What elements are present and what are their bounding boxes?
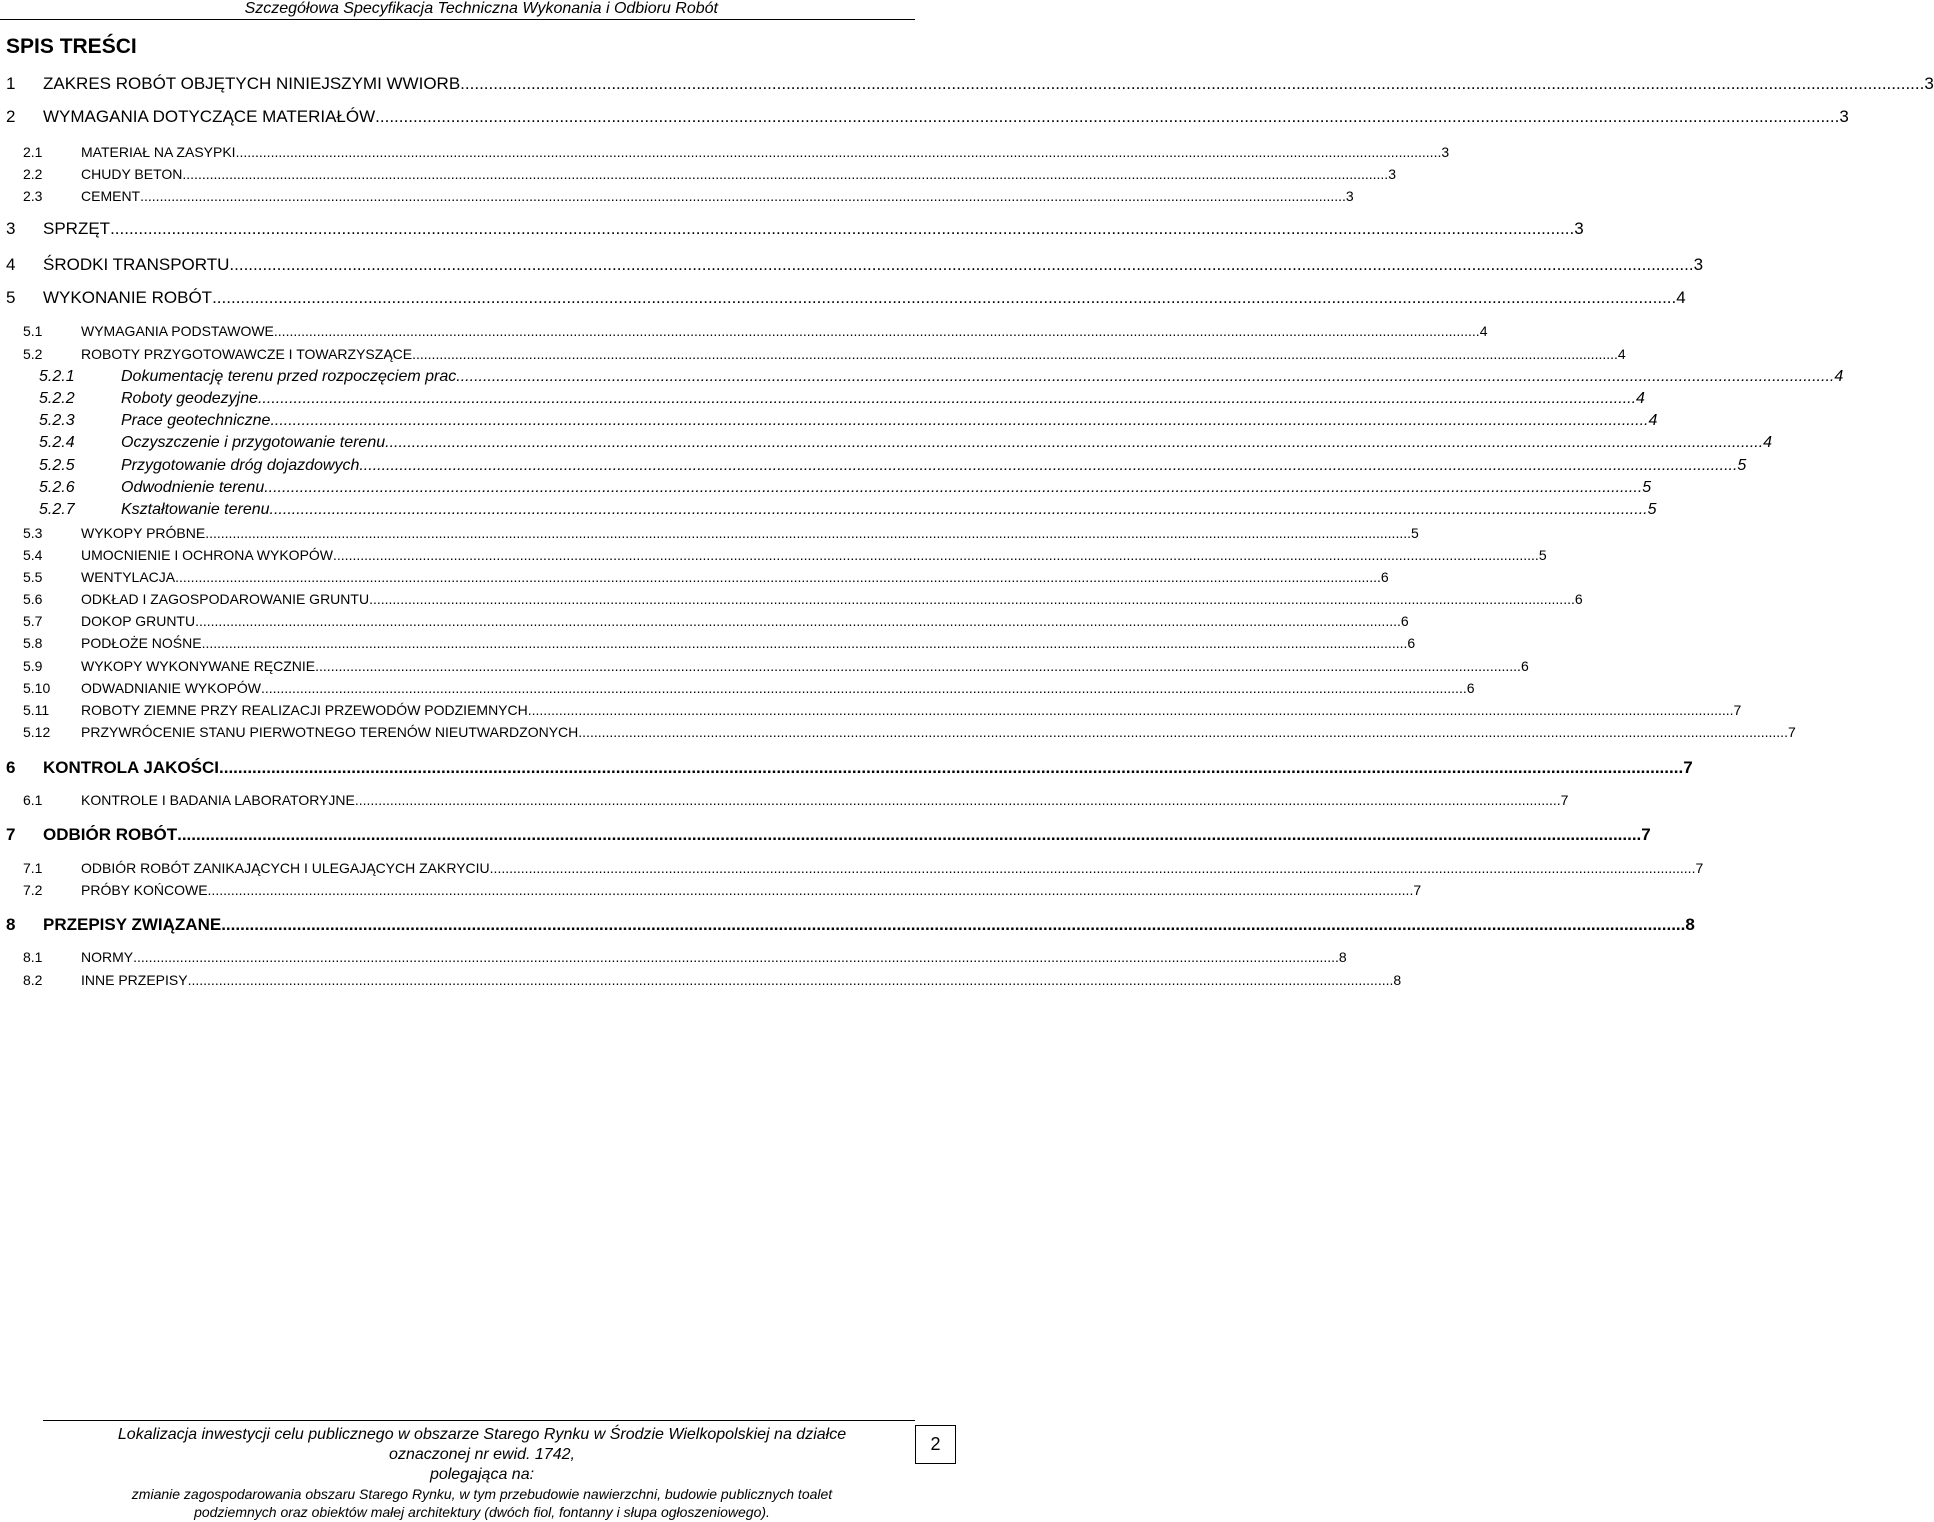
toc-entry[interactable]: 5.2.6 Odwodnienie terenu ..... 5 [39, 478, 910, 500]
toc-entry[interactable]: 5.5 WENTYLACJA ..... 6 [23, 568, 910, 590]
toc-entry[interactable]: 8.1 NORMY ..... 8 [23, 948, 910, 970]
toc-entry[interactable]: 5.2.2 Roboty geodezyjne ..... 4 [39, 389, 910, 411]
toc-entry[interactable]: 5.6 ODKŁAD I ZAGOSPODAROWANIE GRUNTU ..... 6 [23, 590, 910, 612]
footer-divider [43, 1420, 915, 1421]
toc-entry[interactable]: 5.1 WYMAGANIA PODSTAWOWE ..... 4 [23, 322, 910, 344]
toc-entry[interactable]: 8.2 INNE PRZEPISY ..... 8 [23, 971, 910, 993]
toc-entry[interactable]: 5.2.7 Kształtowanie terenu ..... 5 [39, 500, 910, 522]
toc-entry[interactable]: 5.2.1 Dokumentację terenu przed rozpoczęciem prac ..... 4 [39, 367, 910, 389]
toc-entry[interactable]: 4 ŚRODKI TRANSPORTU ..... 3 [6, 255, 910, 277]
footer-line-3: polegająca na: [429, 1466, 535, 1483]
toc-title: SPIS TREŚCI [6, 35, 137, 58]
toc-entry[interactable]: 7.1 ODBIÓR ROBÓT ZANIKAJĄCYCH I ULEGAJĄCYCH ZAKRYCIU ..... 7 [23, 859, 910, 881]
toc-entry[interactable]: 7.2 PRÓBY KOŃCOWE ..... 7 [23, 881, 910, 903]
toc-entry[interactable]: 5.7 DOKOP GRUNTU ..... 6 [23, 612, 910, 634]
toc-entry[interactable]: 1 ZAKRES ROBÓT OBJĘTYCH NINIEJSZYMI WWIORB ..... 3 [6, 74, 910, 96]
header-title: Szczegółowa Specyfikacja Techniczna Wykonania i Odbioru Robót [244, 0, 718, 17]
toc-entry[interactable]: 5.3 WYKOPY PRÓBNE ..... 5 [23, 524, 910, 546]
footer-line-4: zmianie zagospodarowania obszaru Starego Rynku, w tym przebudowie nawierzchni, budowie publicznych toalet [131, 1486, 833, 1502]
toc-entry[interactable]: 5 WYKONANIE ROBÓT ..... 4 [6, 288, 910, 310]
toc-entry[interactable]: 5.2.3 Prace geotechniczne ..... 4 [39, 411, 910, 433]
toc-entry[interactable]: 6.1 KONTROLE I BADANIA LABORATORYJNE ..... 7 [23, 791, 910, 813]
toc-entry[interactable]: 5.9 WYKOPY WYKONYWANE RĘCZNIE ..... 6 [23, 657, 910, 679]
toc-entry[interactable]: 2 WYMAGANIA DOTYCZĄCE MATERIAŁÓW ..... 3 [6, 107, 910, 129]
footer-line-1: Lokalizacja inwestycji celu publicznego w obszarze Starego Rynku w Środzie Wielkopolskiej na działce [117, 1426, 847, 1443]
toc-entry[interactable]: 5.10 ODWADNIANIE WYKOPÓW ..... 6 [23, 679, 910, 701]
toc-entry[interactable]: 2.3 CEMENT ..... 3 [23, 187, 910, 209]
toc-entry[interactable]: 7 ODBIÓR ROBÓT ..... 7 [6, 825, 910, 847]
toc-entry[interactable]: 5.2 ROBOTY PRZYGOTOWAWCZE I TOWARZYSZĄCE ..... 4 [23, 345, 910, 367]
toc-entry[interactable]: 5.11 ROBOTY ZIEMNE PRZY REALIZACJI PRZEWODÓW PODZIEMNYCH ..... 7 [23, 701, 910, 723]
toc-entry[interactable]: 5.2.5 Przygotowanie dróg dojazdowych ..... 5 [39, 456, 910, 478]
toc-entry[interactable]: 5.4 UMOCNIENIE I OCHRONA WYKOPÓW ..... 5 [23, 546, 910, 568]
page-number: 2 [915, 1425, 956, 1464]
footer-line-2: oznaczonej nr ewid. 1742, [389, 1446, 575, 1463]
toc-entry[interactable]: 6 KONTROLA JAKOŚCI ..... 7 [6, 758, 910, 780]
toc-entry[interactable]: 2.2 CHUDY BETON ..... 3 [23, 165, 910, 187]
toc-entry[interactable]: 3 SPRZĘT ..... 3 [6, 219, 910, 241]
page-footer [43, 1425, 921, 1521]
toc-entry[interactable]: 2.1 MATERIAŁ NA ZASYPKI ..... 3 [23, 143, 910, 165]
footer-line-5: podziemnych oraz obiektów małej architektury (dwóch fiol, fontanny i słupa ogłoszeniowego). [194, 1504, 770, 1520]
toc-entry[interactable]: 5.12 PRZYWRÓCENIE STANU PIERWOTNEGO TERENÓW NIEUTWARDZONYCH. ..... 7 [23, 723, 910, 745]
toc-entry[interactable]: 8 PRZEPISY ZWIĄZANE ..... 8 [6, 915, 910, 937]
toc-entry[interactable]: 5.8 PODŁOŻE NOŚNE ..... 6 [23, 634, 910, 656]
toc-entry[interactable]: 5.2.4 Oczyszczenie i przygotowanie terenu ..... 4 [39, 433, 910, 455]
